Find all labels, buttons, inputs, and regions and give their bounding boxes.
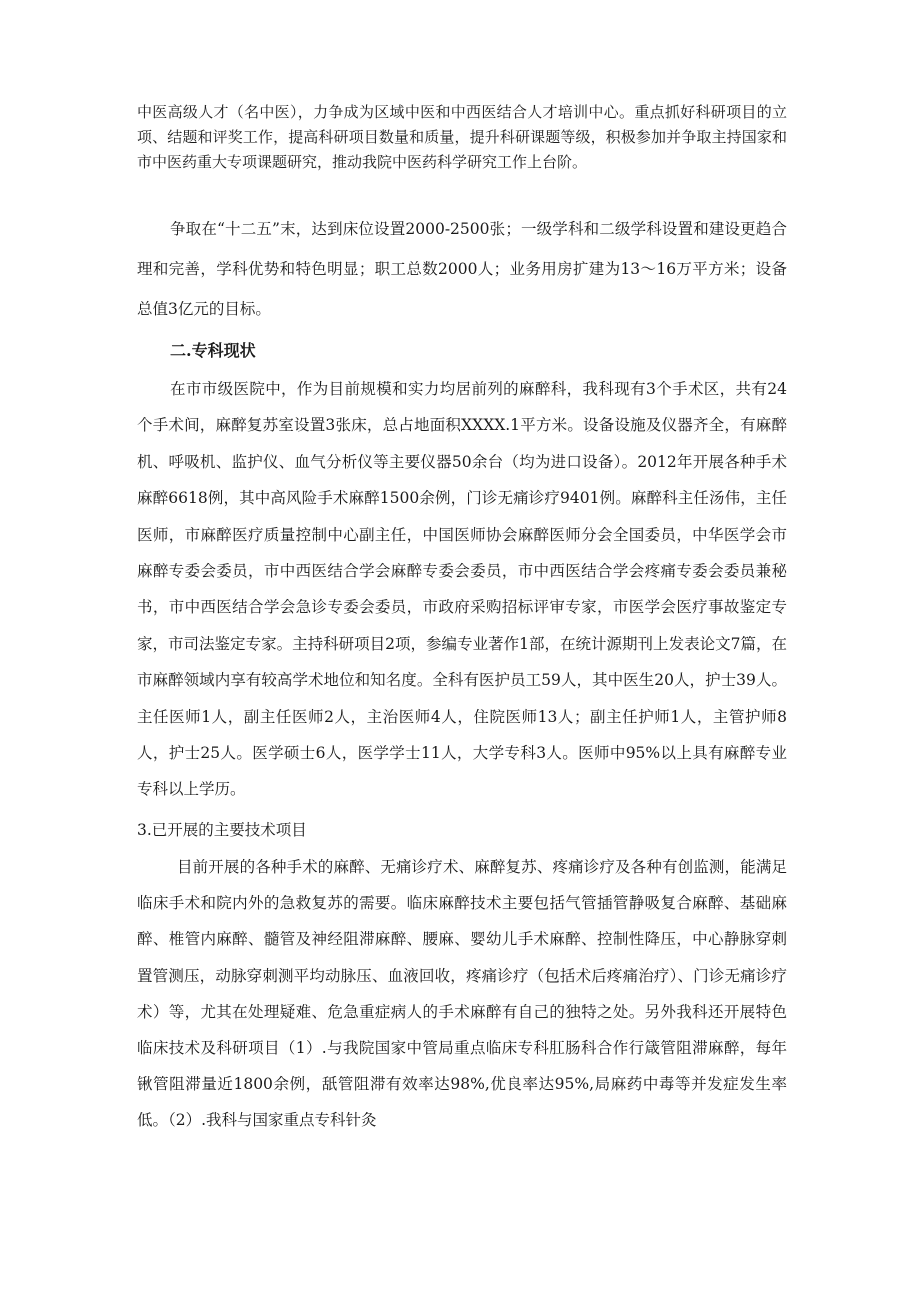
section-heading-projects: 3.已开展的主要技术项目	[137, 821, 307, 839]
paragraph-projects: 目前开展的各种手术的麻醉、无痛诊疗术、麻醉复苏、疼痛诊疗及各种有创监测，能满足临床手术和院内外的急救复苏的需要。临床麻醉技术主要包括气管插管静吸复合麻醉、基础麻醉、椎管内麻醉、髓管及神经阻滞麻醉、腰麻、婴幼儿手术麻醉、控制性降压，中心静脉穿刺置管测压，动脉穿刺测平均动脉压、血液回收，疼痛诊疗（包括术后疼痛治疗）、门诊无痛诊疗术）等，尤其在处理疑难、危急重症病人的手术麻醉有自己的独特之处。另外我科还开展特色临床技术及科研项目（1）.与我院国家中管局重点临床专科肛肠科合作行箴管阻滞麻醉，每年锹管阻滞量近1800余例，舐管阻滞有效率达98%,优良率达95%,局麻药中毒等并发症发生率低。（2）.我科与国家重点专科针灸	[137, 858, 787, 1130]
paragraph-goal: 争取在“十二五”末，达到床位设置2000-2500张；一级学科和二级学科设置和建设更趋合理和完善，学科优势和特色明显；职工总数2000人；业务用房扩建为13～16万平方米；设备总值3亿元的目标。	[137, 220, 787, 318]
section-heading-status: 二.专科现状	[170, 341, 256, 360]
paragraph-intro: 中医高级人才（名中医），力争成为区域中医和中西医结合人才培训中心。重点抓好科研项目的立项、结题和评奖工作，提高科研项目数量和质量，提升科研课题等级，积极参加并争取主持国家和市中医药重大专项课题研究，推动我院中医药科学研究工作上台阶。	[137, 103, 787, 171]
paragraph-status: 在市市级医院中，作为目前规模和实力均居前列的麻醉科，我科现有3个手术区，共有24个手术间，麻醉复苏室设置3张床，总占地面积XXXX.1平方米。设备设施及仪器齐全，有麻醉机、呼吸机、监护仪、血气分析仪等主要仪器50余台（均为进口设备）。2012年开展各种手术麻醉6618例，其中高风险手术麻醉1500余例，门诊无痛诊疗9401例。麻醉科主任汤伟，主任医师，市麻醉医疗质量控制中心副主任，中国医师协会麻醉医师分会全国委员，中华医学会市麻醉专委会委员，市中西医结合学会麻醉专委会委员，市中西医结合学会疼痛专委会委员兼秘书，市中西医结合学会急诊专委会委员，市政府采购招标评审专家，市医学会医疗事故鉴定专家，市司法鉴定专家。主持科研项目2项，参编专业著作1部，在统计源期刊上发表论文7篇，在市麻醉领域内享有较高学术地位和知名度。全科有医护员工59人，其中医生20人，护士39人。主任医师1人，副主任医师2人，主治医师4人，住院医师13人；副主任护师1人，主管护师8人，护士25人。医学硕士6人，医学学士11人，大学专科3人。医师中95%以上具有麻醉专业专科以上学历。	[137, 380, 787, 799]
